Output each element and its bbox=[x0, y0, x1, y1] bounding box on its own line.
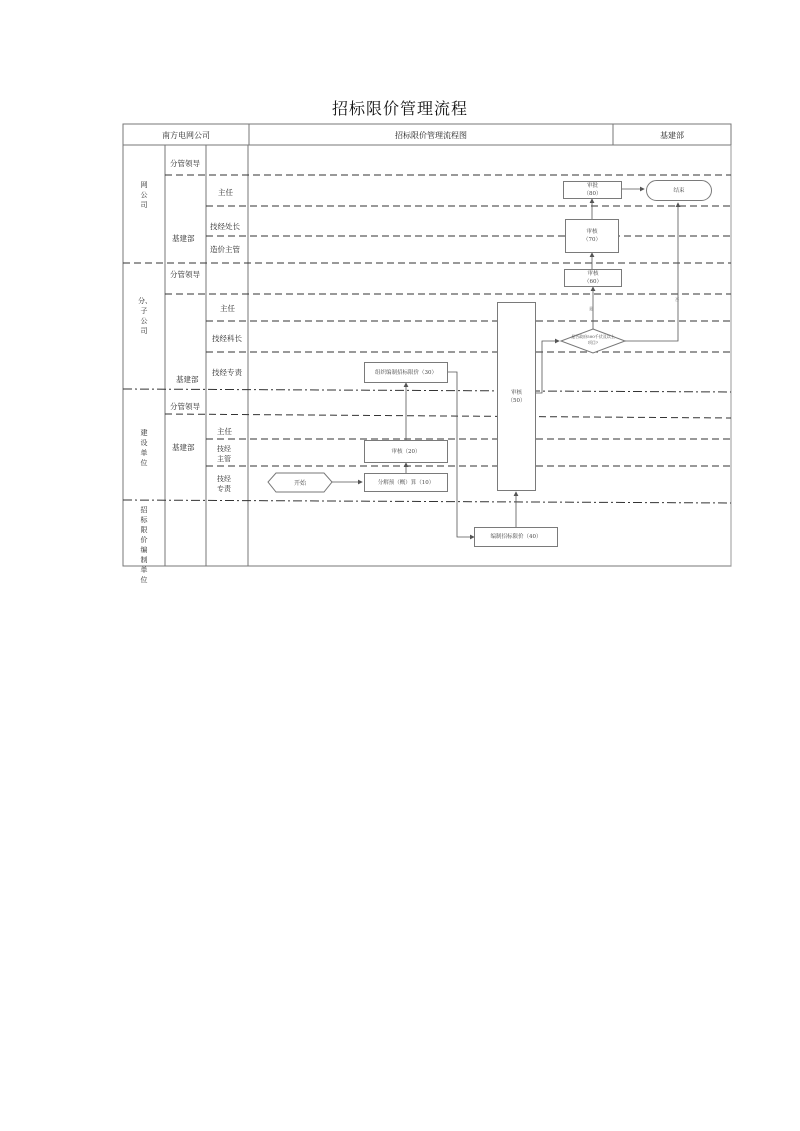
header-company: 南方电网公司 bbox=[162, 131, 210, 140]
step-30-node bbox=[364, 362, 448, 383]
lane-bid-unit: 招标限价编制单位 bbox=[140, 506, 148, 584]
step-20-node bbox=[364, 440, 448, 463]
lane-construction-unit: 建设单位 bbox=[140, 429, 148, 467]
role-nc-leader: 分管领导 bbox=[170, 159, 200, 168]
step-60-node bbox=[564, 269, 622, 287]
step-30-label: 组织编制招标限价（30） bbox=[375, 369, 437, 376]
step-80-number: （80） bbox=[583, 191, 602, 197]
edge-label-yes: 是 bbox=[589, 306, 593, 311]
decision-line-2: 项目? bbox=[587, 340, 599, 345]
role-cu-leader: 分管领导 bbox=[170, 402, 200, 411]
step-60-title: 审核 bbox=[587, 271, 599, 277]
role-cu-director: 主任 bbox=[217, 427, 232, 436]
lane-net-company: 网公司 bbox=[140, 181, 148, 209]
step-10-label: 分解预（概）算（10） bbox=[377, 479, 435, 486]
role-cu-infra: 基建部 bbox=[172, 443, 195, 452]
step-70-title: 审核 bbox=[586, 229, 598, 235]
decision-node bbox=[561, 334, 625, 346]
role-nc-tech-head: 技经处长 bbox=[210, 222, 240, 231]
role-bc-tech-chief: 技经科长 bbox=[212, 334, 242, 343]
role-nc-director: 主任 bbox=[218, 188, 233, 197]
step-50-node bbox=[497, 302, 536, 491]
lane-branch-company: 分、子公司 bbox=[138, 297, 152, 335]
diagram-frame bbox=[123, 124, 731, 566]
step-80-node bbox=[563, 181, 622, 199]
edge-label-no: 否 bbox=[675, 297, 679, 302]
header-process-chart: 招标限价管理流程图 bbox=[395, 131, 467, 140]
step-20-number: （20） bbox=[402, 448, 421, 455]
step-60-number: （60） bbox=[584, 279, 602, 285]
step-10-node bbox=[364, 473, 448, 492]
end-label: 结束 bbox=[673, 187, 685, 194]
role-bc-tech-staff: 技经专责 bbox=[212, 368, 242, 377]
step-80-title: 审批 bbox=[586, 183, 598, 189]
end-node bbox=[646, 180, 712, 201]
step-70-node bbox=[565, 219, 619, 253]
step-40-label: 编制招标限价（40） bbox=[490, 534, 542, 540]
step-50-title: 审核 bbox=[510, 389, 522, 396]
header-department: 基建部 bbox=[660, 131, 684, 140]
role-nc-cost-head: 造价主管 bbox=[210, 245, 240, 254]
role-nc-infra: 基建部 bbox=[172, 234, 195, 243]
step-20-title: 审核 bbox=[391, 448, 403, 455]
step-40-node bbox=[474, 527, 558, 547]
step-50-number: （50） bbox=[507, 397, 526, 404]
page-title: 招标限价管理流程 bbox=[331, 99, 468, 118]
role-bc-leader: 分管领导 bbox=[170, 270, 200, 279]
decision-line-1: 是否政府500千伏及以上 bbox=[571, 334, 615, 339]
role-cu-tech-staff: 技经专责 bbox=[217, 475, 231, 493]
start-node: 开始 bbox=[293, 480, 306, 487]
role-bc-director: 主任 bbox=[220, 304, 235, 313]
role-cu-tech-head: 技经主管 bbox=[217, 445, 231, 463]
step-70-number: （70） bbox=[583, 237, 601, 243]
role-bc-infra: 基建部 bbox=[176, 375, 199, 384]
